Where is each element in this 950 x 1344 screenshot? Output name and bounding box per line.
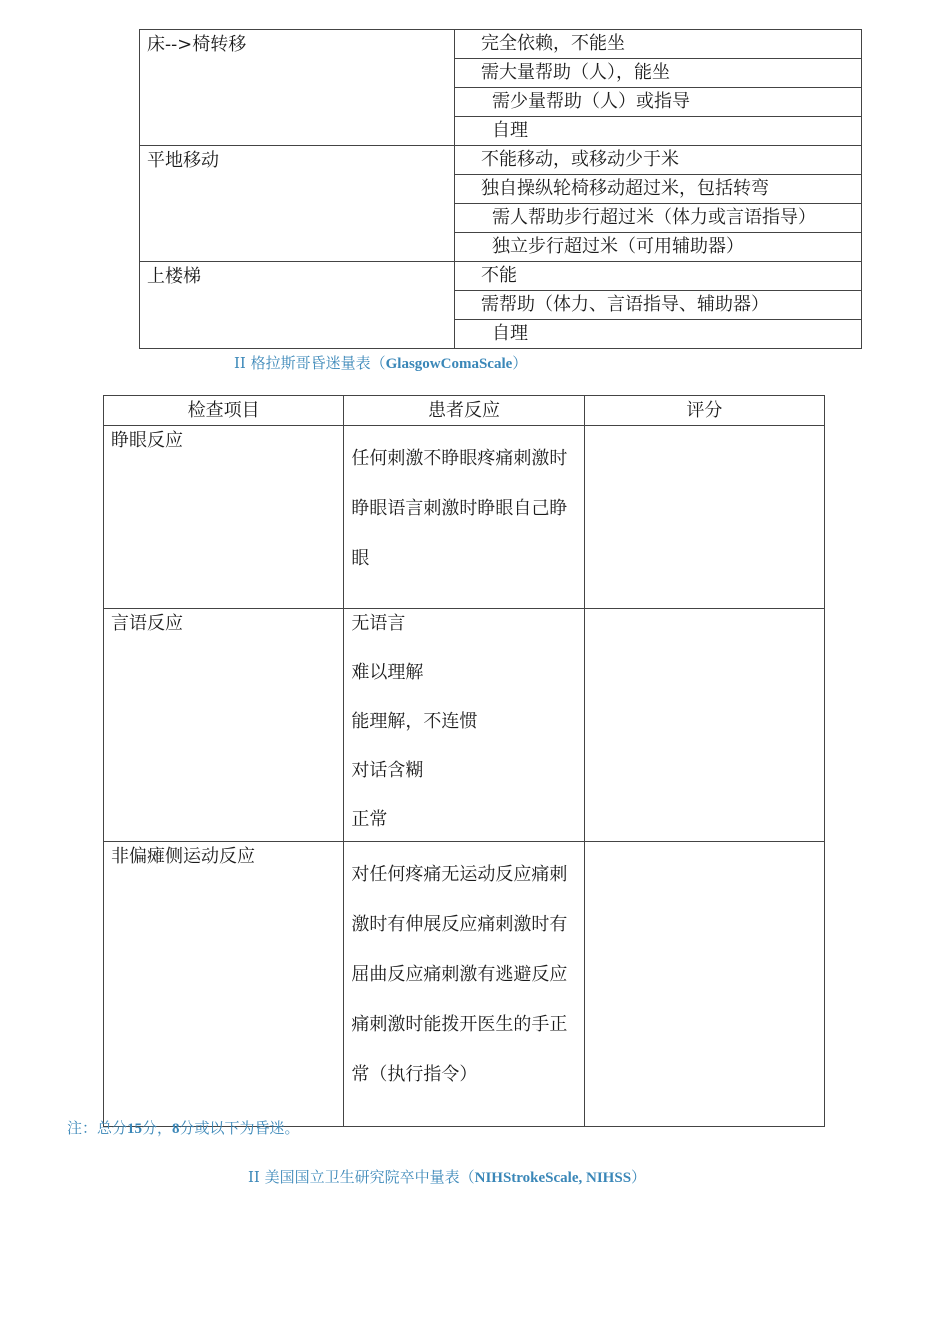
nihss-heading-suffix: ）	[631, 1168, 647, 1186]
adl-item: 上楼梯	[140, 262, 455, 349]
gcs-item: 言语反应	[104, 609, 344, 842]
adl-table	[139, 29, 862, 349]
gcs-response-line: 正常	[351, 809, 388, 830]
gcs-heading-prefix: II 格拉斯哥昏迷量表（	[234, 354, 386, 372]
note-text: 分或以下为昏迷。	[179, 1119, 300, 1137]
table-row	[104, 842, 825, 1127]
adl-option: 自理	[455, 320, 862, 349]
gcs-response	[344, 426, 584, 609]
note-number: 15	[127, 1121, 143, 1137]
adl-option: 独自操纵轮椅移动超过米，包括转弯	[455, 175, 862, 204]
nihss-heading-prefix: II 美国国立卫生研究院卒中量表（	[248, 1168, 475, 1186]
gcs-heading-en: GlasgowComaScale	[385, 356, 513, 372]
nihss-heading	[248, 1166, 646, 1187]
gcs-response-text: 任何刺激不睁眼疼痛刺激时睁眼语言刺激时睁眼自己睁眼	[351, 448, 568, 569]
nihss-heading-en: NIHStrokeScale, NIHSS	[474, 1170, 632, 1186]
adl-option: 不能移动，或移动少于米	[455, 146, 862, 175]
gcs-response-text: 对任何疼痛无运动反应痛刺激时有伸展反应痛刺激时有屈曲反应痛刺激有逃避反应痛刺激时能拨开医生的手正常（执行指令）	[351, 864, 568, 1085]
gcs-response-line: 无语言	[351, 613, 406, 634]
gcs-heading-suffix: ）	[512, 354, 528, 372]
gcs-response-line: 对话含糊	[351, 760, 424, 781]
adl-option: 需帮助（体力、言语指导、辅助器）	[455, 291, 862, 320]
adl-item: 床-->椅转移	[140, 30, 455, 146]
gcs-table	[103, 395, 825, 1127]
adl-option: 需大量帮助（人），能坐	[455, 59, 862, 88]
gcs-score	[584, 842, 824, 1127]
note-text: 注：总分	[67, 1119, 128, 1137]
adl-option: 自理	[455, 117, 862, 146]
gcs-score	[584, 426, 824, 609]
column-header: 患者反应	[344, 396, 584, 426]
table-row	[104, 426, 825, 609]
gcs-response	[344, 842, 584, 1127]
table-row	[104, 609, 825, 842]
total-score-note	[67, 1117, 300, 1138]
gcs-response-line: 难以理解	[351, 662, 424, 683]
adl-option: 完全依赖，不能坐	[455, 30, 862, 59]
adl-item: 平地移动	[140, 146, 455, 262]
gcs-heading	[234, 352, 527, 373]
adl-option: 需少量帮助（人）或指导	[455, 88, 862, 117]
note-number: 8	[172, 1121, 180, 1137]
gcs-response	[344, 609, 584, 842]
gcs-score	[584, 609, 824, 842]
column-header: 评分	[584, 396, 824, 426]
adl-option: 不能	[455, 262, 862, 291]
note-text: 分，	[142, 1119, 173, 1137]
gcs-response-line: 能理解，不连惯	[351, 711, 478, 732]
adl-option: 需人帮助步行超过米（体力或言语指导）	[455, 204, 862, 233]
adl-option: 独立步行超过米（可用辅助器）	[455, 233, 862, 262]
gcs-item: 非偏瘫侧运动反应	[104, 842, 344, 1127]
column-header: 检查项目	[104, 396, 344, 426]
gcs-item: 睁眼反应	[104, 426, 344, 609]
